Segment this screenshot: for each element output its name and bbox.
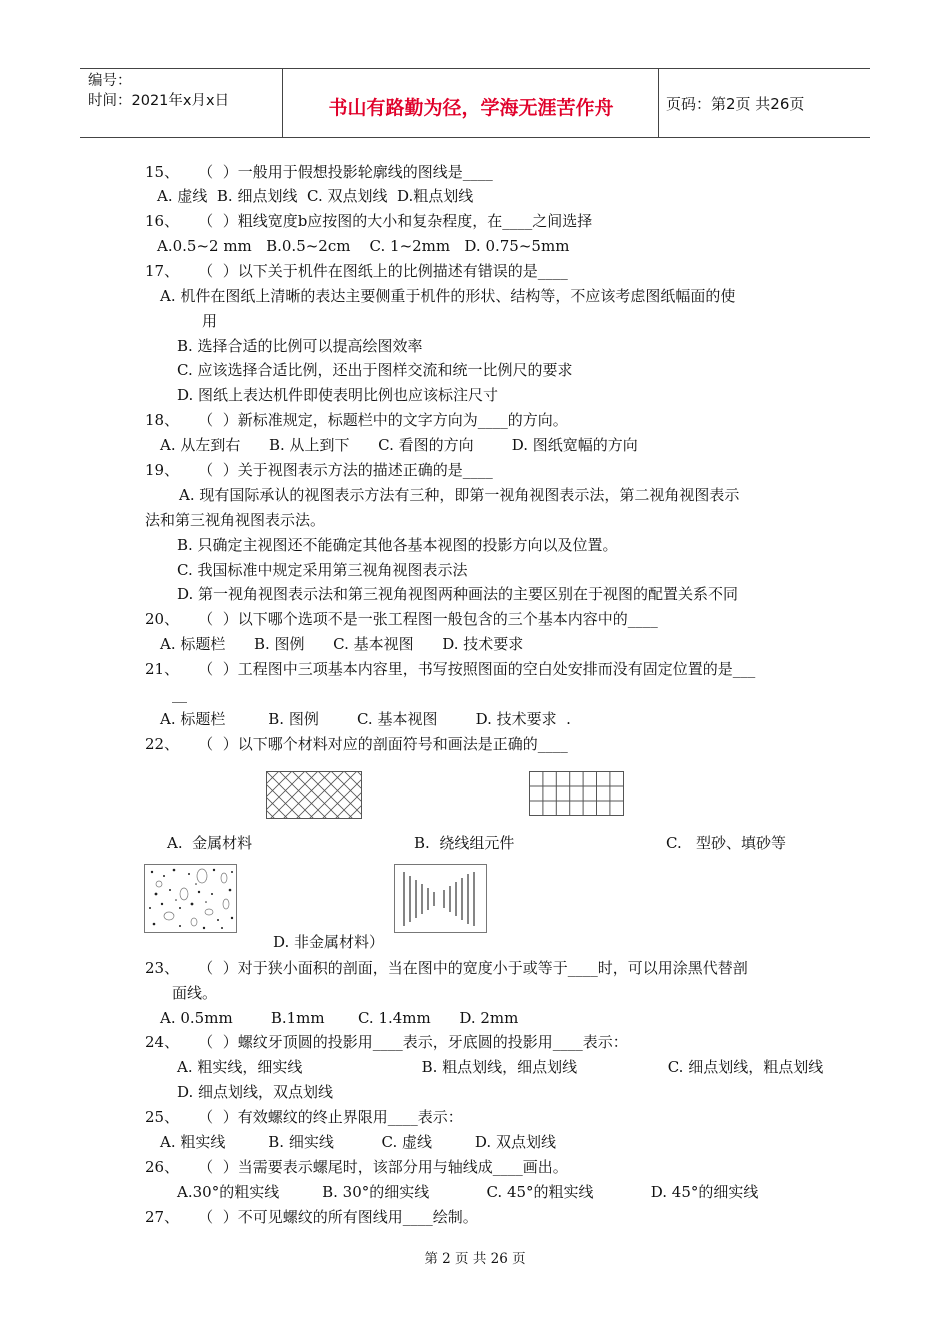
text-line: 19、 （ ）关于视图表示方法的描述正确的是____ xyxy=(145,461,493,479)
text-line: 18、 （ ）新标准规定，标题栏中的文字方向为____的方向。 xyxy=(145,411,568,429)
winding-grid-figure xyxy=(529,771,625,817)
page-header xyxy=(80,68,870,138)
text-line: A. 从左到右 B. 从上到下 C. 看图的方向 D. 图纸宽幅的方向 xyxy=(160,436,638,454)
text-line: D. 第一视角视图表示法和第三视角视图两种画法的主要区别在于视图的配置关系不同 xyxy=(177,585,739,603)
text-line: A. 现有国际承认的视图表示方法有三种，即第一视角视图表示法，第二视角视图表示 xyxy=(179,486,740,504)
text-line: 用 xyxy=(202,312,218,330)
text-line: A. 粗实线 B. 细实线 C. 虚线 D. 双点划线 xyxy=(160,1133,556,1151)
text-line: A.0.5~2 mm B.0.5~2cm C. 1~2mm D. 0.75~5mm xyxy=(157,237,570,255)
text-line: A. 机件在图纸上清晰的表达主要侧重于机件的形状、结构等，不应该考虑图纸幅面的使 xyxy=(160,287,736,305)
text-line: 22、 （ ）以下哪个材料对应的剖面符号和画法是正确的____ xyxy=(145,735,568,753)
text-line: A.30°的粗实线 B. 30°的细实线 C. 45°的粗实线 D. 45°的细实线 xyxy=(177,1183,759,1201)
text-line: D. 图纸上表达机件即使表明比例也应该标注尺寸 xyxy=(177,386,499,404)
text-line: 23、 （ ）对于狭小面积的剖面，当在图中的宽度小于或等于____时，可以用涂黑代替剖 xyxy=(145,959,748,977)
text-line: A. 虚线 B. 细点划线 C. 双点划线 D.粗点划线 xyxy=(157,187,474,205)
header-number-label: 编号： xyxy=(88,73,132,89)
text-line: D. 非金属材料） xyxy=(273,933,385,951)
text-line: 法和第三视角视图表示法。 xyxy=(145,511,326,529)
metal-hatch-figure xyxy=(266,771,362,819)
text-line: A. 标题栏 B. 图例 C. 基本视图 D. 技术要求 . xyxy=(160,710,571,728)
text-line: 25、 （ ）有效螺纹的终止界限用____表示： xyxy=(145,1108,463,1126)
text-line: 21、 （ ）工程图中三项基本内容里，书写按照图面的空白处安排而没有固定位置的是___ xyxy=(145,660,756,678)
text-line: C. 型砂、填砂等 xyxy=(666,834,787,852)
text-line: D. 细点划线，双点划线 xyxy=(177,1083,334,1101)
text-line: B. 只确定主视图还不能确定其他各基本视图的投影方向以及位置。 xyxy=(177,536,618,554)
header-page-info: 页码：第2页 共26页 xyxy=(666,95,805,113)
text-line: 26、 （ ）当需要表示螺尾时，该部分用与轴线成____画出。 xyxy=(145,1158,568,1176)
text-line: B. 选择合适的比例可以提高绘图效率 xyxy=(177,337,423,355)
text-line: 24、 （ ）螺纹牙顶圆的投影用____表示，牙底圆的投影用____表示： xyxy=(145,1033,628,1051)
text-line: 15、 （ ）一般用于假想投影轮廓线的图线是____ xyxy=(145,163,493,181)
header-motto: 书山有路勤为径，学海无涯苦作舟 xyxy=(328,97,614,119)
text-line: 17、 （ ）以下关于机件在图纸上的比例描述有错误的是____ xyxy=(145,262,568,280)
header-meta xyxy=(88,71,229,111)
text-line: C. 应该选择合适比例，还出于图样交流和统一比例尺的要求 xyxy=(177,361,573,379)
text-line: 20、 （ ）以下哪个选项不是一张工程图一般包含的三个基本内容中的____ xyxy=(145,610,658,628)
text-line: __ xyxy=(172,685,187,703)
text-line: A. 金属材料 xyxy=(167,834,253,852)
text-line: 27、 （ ）不可见螺纹的所有图线用____绘制。 xyxy=(145,1208,478,1226)
page-footer: 第 2 页 共 26 页 xyxy=(424,1251,526,1267)
nonmetal-lines-figure xyxy=(394,864,488,934)
sand-dots-figure xyxy=(144,864,238,934)
text-line: 16、 （ ）粗线宽度b应按图的大小和复杂程度，在____之间选择 xyxy=(145,212,593,230)
text-line: A. 粗实线，细实线 B. 粗点划线，细点划线 C. 细点划线，粗点划线 xyxy=(177,1058,824,1076)
text-line: C. 我国标准中规定采用第三视角视图表示法 xyxy=(177,561,468,579)
text-line: 面线。 xyxy=(172,984,218,1002)
text-line: B. 绕线组元件 xyxy=(414,834,515,852)
text-line: A. 0.5mm B.1mm C. 1.4mm D. 2mm xyxy=(160,1009,519,1027)
header-time-label: 时间：2021年x月x日 xyxy=(88,93,230,109)
text-line: A. 标题栏 B. 图例 C. 基本视图 D. 技术要求 xyxy=(160,635,524,653)
header-divider xyxy=(658,69,659,137)
